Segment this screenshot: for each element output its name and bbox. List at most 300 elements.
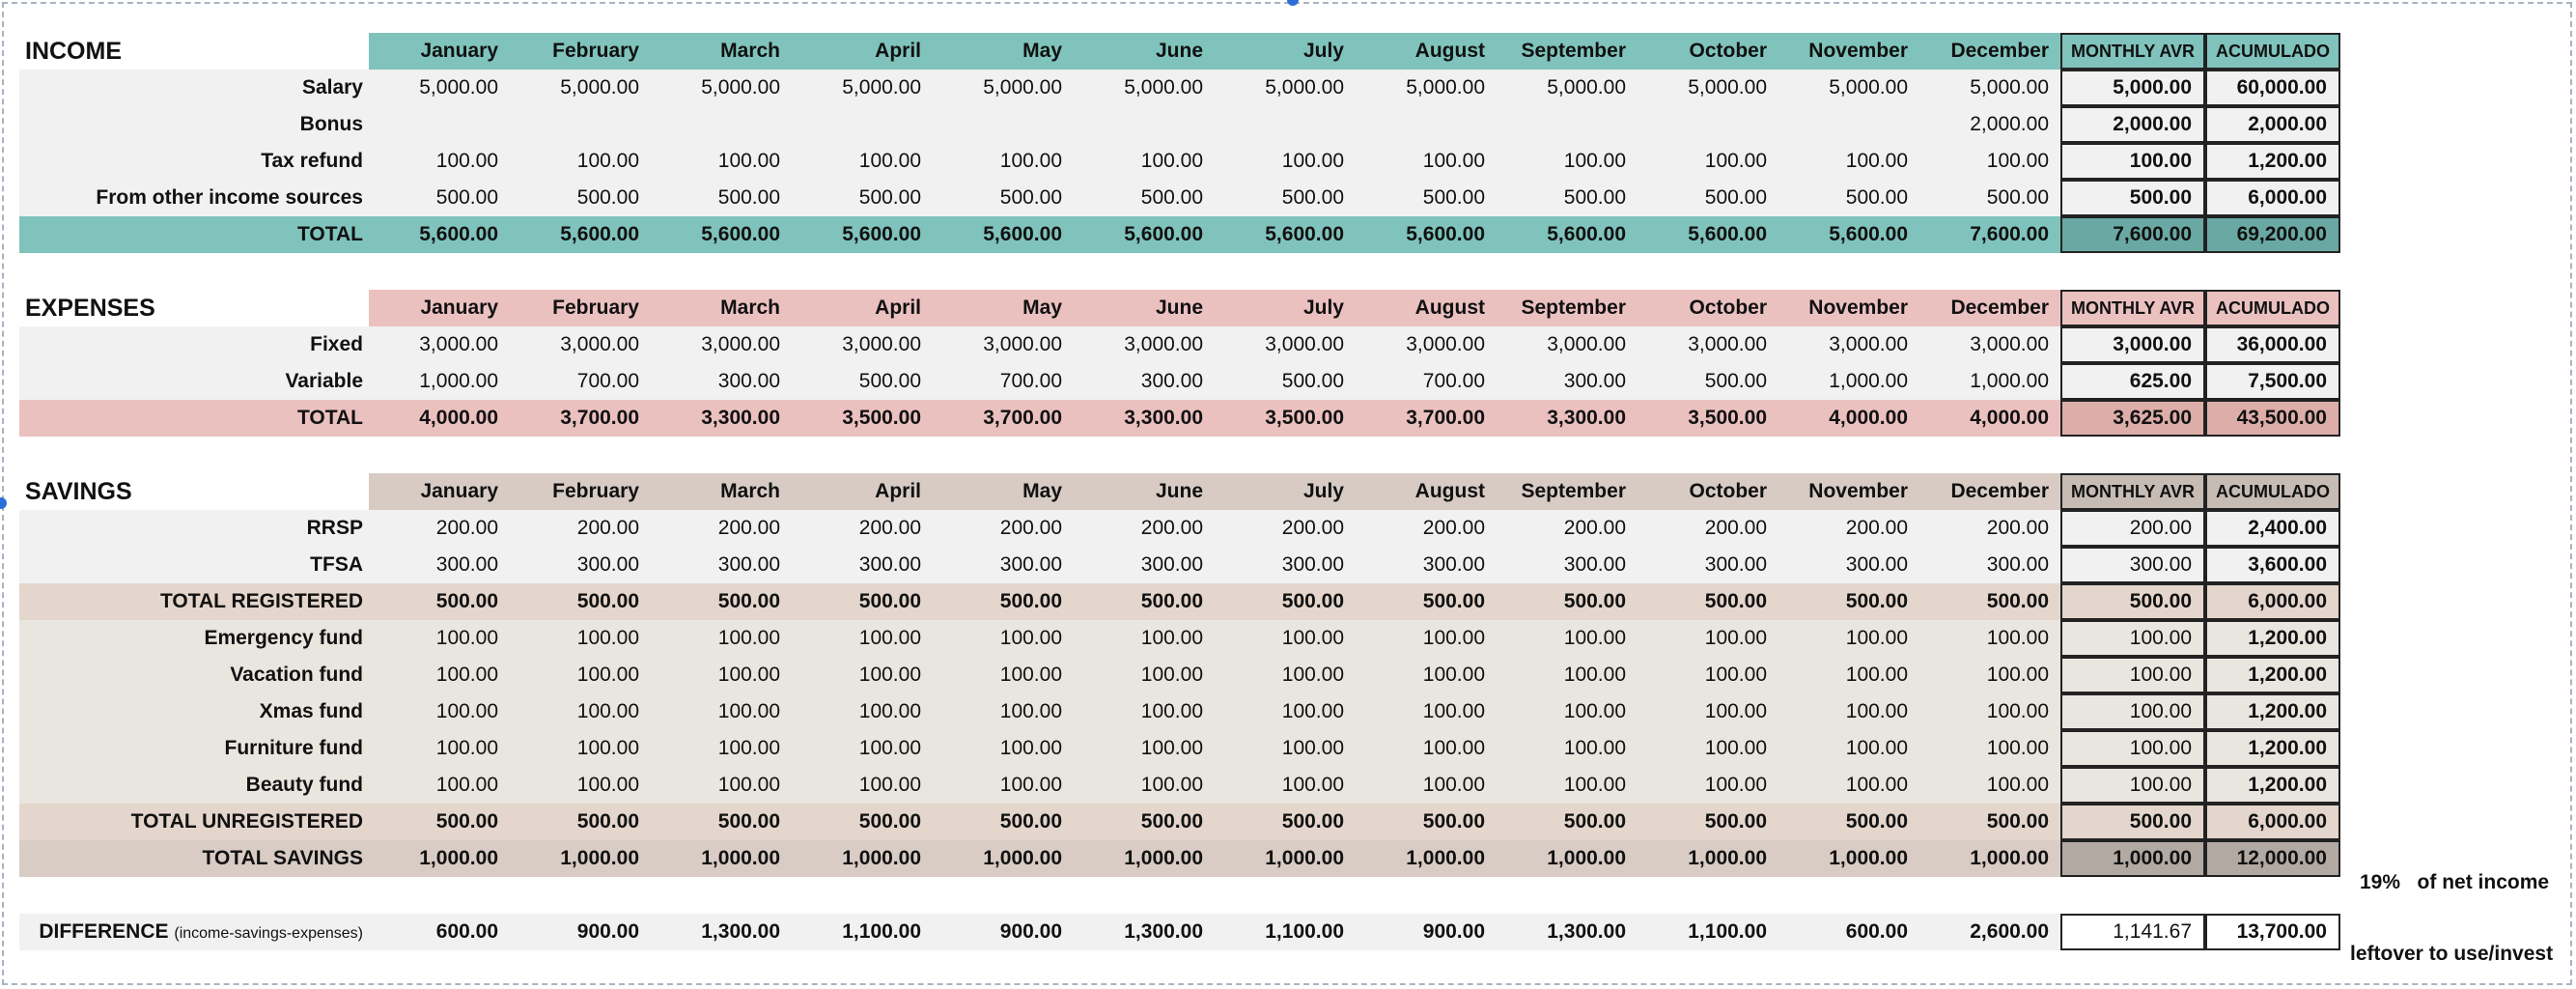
month-value-cell[interactable]: 100.00 bbox=[792, 143, 933, 180]
month-value-cell[interactable]: 100.00 bbox=[933, 657, 1074, 693]
month-value-cell[interactable]: 700.00 bbox=[1356, 363, 1497, 400]
month-value-cell[interactable]: 500.00 bbox=[1215, 363, 1356, 400]
row-label: RRSP bbox=[19, 510, 369, 547]
month-value-cell[interactable]: 500.00 bbox=[651, 804, 792, 840]
row-label: TOTAL bbox=[19, 400, 369, 437]
monthly-avg-cell[interactable]: 1,000.00 bbox=[2060, 840, 2205, 877]
monthly-avg-cell[interactable]: 1,141.67 bbox=[2060, 914, 2205, 950]
month-value-cell[interactable]: 5,000.00 bbox=[1919, 70, 2060, 106]
month-value-cell[interactable]: 500.00 bbox=[1074, 180, 1215, 216]
accumulated-cell[interactable]: 1,200.00 bbox=[2205, 657, 2340, 693]
month-value-cell[interactable]: 100.00 bbox=[369, 657, 510, 693]
accumulated-cell[interactable]: 6,000.00 bbox=[2205, 180, 2340, 216]
accumulated-cell[interactable]: 2,400.00 bbox=[2205, 510, 2340, 547]
month-value-cell[interactable]: 100.00 bbox=[1215, 143, 1356, 180]
month-value-cell[interactable]: 1,000.00 bbox=[1497, 840, 1638, 877]
month-value-cell[interactable]: 3,000.00 bbox=[1778, 326, 1919, 363]
month-header: July bbox=[1215, 290, 1356, 326]
month-value-cell[interactable]: 1,000.00 bbox=[651, 840, 792, 877]
month-value-cell[interactable]: 5,000.00 bbox=[1497, 70, 1638, 106]
month-value-cell[interactable]: 3,000.00 bbox=[1638, 326, 1778, 363]
month-value-cell[interactable]: 2,000.00 bbox=[1919, 106, 2060, 143]
month-value-cell[interactable]: 3,000.00 bbox=[369, 326, 510, 363]
month-value-cell[interactable]: 100.00 bbox=[1638, 657, 1778, 693]
month-value-cell[interactable]: 100.00 bbox=[1638, 767, 1778, 804]
month-value-cell[interactable]: 1,100.00 bbox=[792, 914, 933, 950]
month-value-cell[interactable]: 900.00 bbox=[933, 914, 1074, 950]
month-header: March bbox=[651, 33, 792, 70]
month-value-cell[interactable] bbox=[1778, 106, 1919, 143]
month-value-cell[interactable]: 100.00 bbox=[1919, 730, 2060, 767]
month-value-cell[interactable]: 500.00 bbox=[510, 804, 651, 840]
month-value-cell[interactable]: 100.00 bbox=[1497, 730, 1638, 767]
month-value-cell[interactable]: 1,000.00 bbox=[933, 840, 1074, 877]
month-value-cell[interactable]: 300.00 bbox=[369, 547, 510, 583]
month-value-cell[interactable] bbox=[933, 106, 1074, 143]
month-value-cell[interactable]: 5,000.00 bbox=[1638, 70, 1778, 106]
month-value-cell[interactable]: 100.00 bbox=[651, 767, 792, 804]
month-value-cell[interactable]: 1,300.00 bbox=[1497, 914, 1638, 950]
accumulated-cell[interactable]: 12,000.00 bbox=[2205, 840, 2340, 877]
month-value-cell[interactable]: 200.00 bbox=[1215, 510, 1356, 547]
month-value-cell[interactable]: 100.00 bbox=[651, 657, 792, 693]
month-value-cell[interactable]: 1,000.00 bbox=[369, 363, 510, 400]
accumulated-cell[interactable]: 6,000.00 bbox=[2205, 804, 2340, 840]
month-value-cell[interactable]: 300.00 bbox=[1074, 547, 1215, 583]
month-value-cell[interactable]: 300.00 bbox=[651, 363, 792, 400]
month-value-cell[interactable]: 500.00 bbox=[1497, 804, 1638, 840]
row-label: TOTAL REGISTERED bbox=[19, 583, 369, 620]
month-value-cell[interactable]: 500.00 bbox=[369, 583, 510, 620]
month-header: September bbox=[1497, 33, 1638, 70]
month-value-cell[interactable]: 500.00 bbox=[1074, 583, 1215, 620]
month-value-cell[interactable]: 100.00 bbox=[1638, 620, 1778, 657]
month-value-cell[interactable]: 100.00 bbox=[510, 620, 651, 657]
month-value-cell[interactable]: 3,700.00 bbox=[510, 400, 651, 437]
month-value-cell[interactable]: 100.00 bbox=[792, 693, 933, 730]
month-value-cell[interactable] bbox=[651, 106, 792, 143]
month-value-cell[interactable]: 100.00 bbox=[1074, 767, 1215, 804]
month-value-cell[interactable]: 200.00 bbox=[510, 510, 651, 547]
month-value-cell[interactable]: 100.00 bbox=[1215, 693, 1356, 730]
month-value-cell[interactable]: 1,000.00 bbox=[510, 840, 651, 877]
month-value-cell[interactable]: 100.00 bbox=[1215, 730, 1356, 767]
month-value-cell[interactable]: 100.00 bbox=[369, 730, 510, 767]
month-value-cell[interactable]: 500.00 bbox=[1497, 583, 1638, 620]
accumulated-cell[interactable]: 1,200.00 bbox=[2205, 693, 2340, 730]
month-value-cell[interactable] bbox=[1074, 106, 1215, 143]
month-value-cell[interactable]: 3,000.00 bbox=[1215, 326, 1356, 363]
month-header: July bbox=[1215, 473, 1356, 510]
month-value-cell[interactable]: 500.00 bbox=[1215, 180, 1356, 216]
month-value-cell[interactable]: 100.00 bbox=[1356, 693, 1497, 730]
month-value-cell[interactable]: 100.00 bbox=[1919, 657, 2060, 693]
month-value-cell[interactable]: 3,000.00 bbox=[1497, 326, 1638, 363]
month-value-cell[interactable]: 200.00 bbox=[1638, 510, 1778, 547]
accumulated-cell[interactable]: 7,500.00 bbox=[2205, 363, 2340, 400]
month-value-cell[interactable]: 100.00 bbox=[651, 143, 792, 180]
month-value-cell[interactable]: 100.00 bbox=[933, 730, 1074, 767]
monthly-avg-cell[interactable]: 200.00 bbox=[2060, 510, 2205, 547]
month-value-cell[interactable]: 1,000.00 bbox=[792, 840, 933, 877]
month-value-cell[interactable]: 500.00 bbox=[1638, 804, 1778, 840]
monthly-avg-cell[interactable]: 100.00 bbox=[2060, 657, 2205, 693]
month-value-cell[interactable]: 1,000.00 bbox=[1074, 840, 1215, 877]
month-value-cell[interactable]: 100.00 bbox=[792, 730, 933, 767]
month-value-cell[interactable]: 100.00 bbox=[369, 693, 510, 730]
month-value-cell[interactable]: 100.00 bbox=[369, 143, 510, 180]
month-value-cell[interactable]: 100.00 bbox=[1074, 730, 1215, 767]
month-value-cell[interactable]: 1,000.00 bbox=[1919, 363, 2060, 400]
month-value-cell[interactable]: 500.00 bbox=[1356, 804, 1497, 840]
month-value-cell[interactable]: 100.00 bbox=[1919, 767, 2060, 804]
row-label bbox=[19, 914, 369, 950]
savings-row bbox=[19, 547, 2340, 583]
monthly-avg-cell[interactable]: 100.00 bbox=[2060, 620, 2205, 657]
savings-row bbox=[19, 657, 2340, 693]
month-value-cell[interactable]: 5,600.00 bbox=[510, 216, 651, 253]
month-value-cell[interactable]: 100.00 bbox=[1778, 767, 1919, 804]
month-value-cell[interactable]: 200.00 bbox=[1919, 510, 2060, 547]
month-value-cell[interactable]: 100.00 bbox=[933, 143, 1074, 180]
month-value-cell[interactable]: 3,000.00 bbox=[933, 326, 1074, 363]
month-value-cell[interactable]: 500.00 bbox=[369, 180, 510, 216]
month-value-cell[interactable]: 5,600.00 bbox=[1778, 216, 1919, 253]
month-value-cell[interactable]: 5,000.00 bbox=[1356, 70, 1497, 106]
accumulated-cell[interactable]: 1,200.00 bbox=[2205, 767, 2340, 804]
month-value-cell[interactable]: 3,300.00 bbox=[651, 400, 792, 437]
month-value-cell[interactable] bbox=[1215, 106, 1356, 143]
month-value-cell[interactable]: 100.00 bbox=[1919, 693, 2060, 730]
month-value-cell[interactable]: 100.00 bbox=[1356, 767, 1497, 804]
month-value-cell[interactable]: 500.00 bbox=[1778, 804, 1919, 840]
accumulated-cell[interactable]: 2,000.00 bbox=[2205, 106, 2340, 143]
month-header: January bbox=[369, 33, 510, 70]
month-value-cell[interactable]: 3,300.00 bbox=[1074, 400, 1215, 437]
month-value-cell[interactable]: 1,000.00 bbox=[1778, 840, 1919, 877]
month-value-cell[interactable]: 100.00 bbox=[1074, 657, 1215, 693]
month-value-cell[interactable]: 500.00 bbox=[651, 583, 792, 620]
month-value-cell[interactable]: 4,000.00 bbox=[1919, 400, 2060, 437]
month-value-cell[interactable]: 100.00 bbox=[1497, 693, 1638, 730]
month-value-cell[interactable]: 3,700.00 bbox=[1356, 400, 1497, 437]
month-value-cell[interactable]: 1,000.00 bbox=[1919, 840, 2060, 877]
monthly-avg-cell[interactable]: 625.00 bbox=[2060, 363, 2205, 400]
month-value-cell[interactable]: 5,600.00 bbox=[1638, 216, 1778, 253]
month-value-cell[interactable]: 500.00 bbox=[792, 804, 933, 840]
month-value-cell[interactable]: 100.00 bbox=[369, 620, 510, 657]
month-value-cell[interactable]: 100.00 bbox=[369, 767, 510, 804]
month-value-cell[interactable]: 100.00 bbox=[1778, 657, 1919, 693]
monthly-avg-cell[interactable]: 7,600.00 bbox=[2060, 216, 2205, 253]
month-value-cell[interactable]: 5,000.00 bbox=[369, 70, 510, 106]
month-value-cell[interactable]: 500.00 bbox=[1215, 804, 1356, 840]
month-value-cell[interactable]: 500.00 bbox=[369, 804, 510, 840]
month-value-cell[interactable]: 500.00 bbox=[933, 804, 1074, 840]
month-value-cell[interactable]: 300.00 bbox=[1215, 547, 1356, 583]
month-value-cell[interactable]: 700.00 bbox=[510, 363, 651, 400]
month-value-cell[interactable]: 1,000.00 bbox=[1215, 840, 1356, 877]
month-value-cell[interactable]: 300.00 bbox=[1778, 547, 1919, 583]
month-value-cell[interactable]: 100.00 bbox=[933, 693, 1074, 730]
month-value-cell[interactable]: 500.00 bbox=[1356, 180, 1497, 216]
month-value-cell[interactable]: 500.00 bbox=[792, 363, 933, 400]
month-value-cell[interactable]: 100.00 bbox=[933, 620, 1074, 657]
month-value-cell[interactable]: 5,000.00 bbox=[510, 70, 651, 106]
month-value-cell[interactable]: 200.00 bbox=[1497, 510, 1638, 547]
month-value-cell[interactable]: 200.00 bbox=[1356, 510, 1497, 547]
savings-row bbox=[19, 693, 2340, 730]
month-value-cell[interactable]: 100.00 bbox=[933, 767, 1074, 804]
monthly-avg-cell[interactable]: 500.00 bbox=[2060, 180, 2205, 216]
month-value-cell[interactable]: 100.00 bbox=[651, 730, 792, 767]
month-value-cell[interactable]: 100.00 bbox=[1497, 620, 1638, 657]
month-value-cell[interactable]: 1,300.00 bbox=[1074, 914, 1215, 950]
month-value-cell[interactable]: 100.00 bbox=[1356, 620, 1497, 657]
month-value-cell[interactable]: 5,600.00 bbox=[1074, 216, 1215, 253]
accumulated-cell[interactable]: 1,200.00 bbox=[2205, 730, 2340, 767]
month-header: September bbox=[1497, 290, 1638, 326]
monthly-avg-cell[interactable]: 2,000.00 bbox=[2060, 106, 2205, 143]
month-value-cell[interactable]: 100.00 bbox=[1356, 657, 1497, 693]
month-value-cell[interactable]: 200.00 bbox=[651, 510, 792, 547]
month-value-cell[interactable]: 300.00 bbox=[1497, 547, 1638, 583]
month-value-cell[interactable]: 300.00 bbox=[1497, 363, 1638, 400]
month-value-cell[interactable]: 100.00 bbox=[792, 620, 933, 657]
month-value-cell[interactable]: 100.00 bbox=[1074, 620, 1215, 657]
month-value-cell[interactable]: 5,000.00 bbox=[792, 70, 933, 106]
month-value-cell[interactable]: 100.00 bbox=[1074, 693, 1215, 730]
month-value-cell[interactable]: 2,600.00 bbox=[1919, 914, 2060, 950]
month-value-cell[interactable]: 100.00 bbox=[1778, 730, 1919, 767]
month-value-cell[interactable]: 5,000.00 bbox=[1074, 70, 1215, 106]
monthly-avg-cell[interactable]: 3,000.00 bbox=[2060, 326, 2205, 363]
month-value-cell[interactable]: 3,000.00 bbox=[1074, 326, 1215, 363]
month-value-cell[interactable]: 300.00 bbox=[651, 547, 792, 583]
monthly-avg-cell[interactable]: 500.00 bbox=[2060, 583, 2205, 620]
accumulated-cell[interactable]: 1,200.00 bbox=[2205, 143, 2340, 180]
month-value-cell[interactable]: 500.00 bbox=[510, 180, 651, 216]
month-value-cell[interactable]: 500.00 bbox=[792, 180, 933, 216]
month-value-cell[interactable]: 200.00 bbox=[1074, 510, 1215, 547]
month-value-cell[interactable]: 500.00 bbox=[1356, 583, 1497, 620]
income-section-title: INCOME bbox=[19, 33, 369, 70]
month-value-cell[interactable]: 500.00 bbox=[1919, 804, 2060, 840]
month-value-cell[interactable]: 5,000.00 bbox=[933, 70, 1074, 106]
month-value-cell[interactable]: 3,000.00 bbox=[792, 326, 933, 363]
month-value-cell[interactable]: 100.00 bbox=[1356, 143, 1497, 180]
month-header: November bbox=[1778, 33, 1919, 70]
month-value-cell[interactable]: 7,600.00 bbox=[1919, 216, 2060, 253]
monthly-avg-cell[interactable]: 100.00 bbox=[2060, 767, 2205, 804]
month-value-cell[interactable]: 900.00 bbox=[510, 914, 651, 950]
month-value-cell[interactable]: 500.00 bbox=[1638, 180, 1778, 216]
month-value-cell[interactable]: 300.00 bbox=[1919, 547, 2060, 583]
month-value-cell[interactable]: 1,000.00 bbox=[1356, 840, 1497, 877]
month-header: November bbox=[1778, 290, 1919, 326]
month-value-cell[interactable]: 100.00 bbox=[1356, 730, 1497, 767]
month-value-cell[interactable]: 300.00 bbox=[510, 547, 651, 583]
month-value-cell[interactable]: 100.00 bbox=[1497, 143, 1638, 180]
month-value-cell[interactable]: 500.00 bbox=[933, 180, 1074, 216]
month-value-cell[interactable]: 1,300.00 bbox=[651, 914, 792, 950]
month-value-cell[interactable]: 3,000.00 bbox=[510, 326, 651, 363]
month-value-cell[interactable]: 100.00 bbox=[1778, 143, 1919, 180]
accumulated-cell[interactable]: 1,200.00 bbox=[2205, 620, 2340, 657]
monthly-avg-cell[interactable]: 5,000.00 bbox=[2060, 70, 2205, 106]
month-value-cell[interactable] bbox=[1497, 106, 1638, 143]
month-header: April bbox=[792, 473, 933, 510]
month-header: March bbox=[651, 290, 792, 326]
month-value-cell[interactable]: 1,100.00 bbox=[1215, 914, 1356, 950]
month-value-cell[interactable]: 100.00 bbox=[510, 657, 651, 693]
month-value-cell[interactable]: 500.00 bbox=[1497, 180, 1638, 216]
month-value-cell[interactable]: 300.00 bbox=[792, 547, 933, 583]
month-value-cell[interactable]: 500.00 bbox=[933, 583, 1074, 620]
month-value-cell[interactable]: 500.00 bbox=[1638, 363, 1778, 400]
month-value-cell[interactable] bbox=[792, 106, 933, 143]
month-value-cell[interactable]: 100.00 bbox=[1919, 143, 2060, 180]
month-value-cell[interactable]: 200.00 bbox=[933, 510, 1074, 547]
accumulated-header: ACUMULADO bbox=[2205, 290, 2340, 326]
month-value-cell[interactable]: 5,600.00 bbox=[792, 216, 933, 253]
month-value-cell[interactable]: 100.00 bbox=[1638, 143, 1778, 180]
month-value-cell[interactable]: 1,000.00 bbox=[369, 840, 510, 877]
income-header-row bbox=[19, 33, 2340, 70]
month-value-cell[interactable]: 500.00 bbox=[1778, 180, 1919, 216]
month-value-cell[interactable]: 3,300.00 bbox=[1497, 400, 1638, 437]
month-value-cell[interactable]: 100.00 bbox=[510, 143, 651, 180]
month-value-cell[interactable]: 300.00 bbox=[1074, 363, 1215, 400]
month-value-cell[interactable] bbox=[1356, 106, 1497, 143]
month-value-cell[interactable]: 100.00 bbox=[1497, 657, 1638, 693]
accumulated-header: ACUMULADO bbox=[2205, 473, 2340, 510]
savings-percentage: 19% of net income bbox=[2360, 871, 2550, 893]
month-value-cell[interactable]: 500.00 bbox=[1919, 180, 2060, 216]
month-value-cell[interactable]: 100.00 bbox=[1074, 143, 1215, 180]
month-header: October bbox=[1638, 33, 1778, 70]
month-value-cell[interactable]: 500.00 bbox=[792, 583, 933, 620]
accumulated-cell[interactable]: 43,500.00 bbox=[2205, 400, 2340, 437]
month-value-cell[interactable]: 5,600.00 bbox=[933, 216, 1074, 253]
month-value-cell[interactable]: 3,700.00 bbox=[933, 400, 1074, 437]
month-value-cell[interactable]: 200.00 bbox=[1778, 510, 1919, 547]
month-value-cell[interactable]: 1,000.00 bbox=[1638, 840, 1778, 877]
row-label: TOTAL bbox=[19, 216, 369, 253]
monthly-avg-cell[interactable]: 100.00 bbox=[2060, 730, 2205, 767]
month-value-cell[interactable]: 500.00 bbox=[1778, 583, 1919, 620]
row-label: Vacation fund bbox=[19, 657, 369, 693]
month-value-cell[interactable]: 100.00 bbox=[1919, 620, 2060, 657]
month-value-cell[interactable]: 100.00 bbox=[510, 730, 651, 767]
month-header: January bbox=[369, 473, 510, 510]
month-header: October bbox=[1638, 473, 1778, 510]
month-value-cell[interactable]: 100.00 bbox=[1215, 657, 1356, 693]
total-unregistered-row bbox=[19, 804, 2340, 840]
monthly-avg-cell[interactable]: 300.00 bbox=[2060, 547, 2205, 583]
month-value-cell[interactable]: 100.00 bbox=[1638, 693, 1778, 730]
month-value-cell[interactable]: 500.00 bbox=[510, 583, 651, 620]
month-value-cell[interactable]: 200.00 bbox=[792, 510, 933, 547]
month-value-cell[interactable]: 100.00 bbox=[792, 657, 933, 693]
monthly-avg-header: MONTHLY AVR bbox=[2060, 290, 2205, 326]
accumulated-cell[interactable]: 60,000.00 bbox=[2205, 70, 2340, 106]
month-value-cell[interactable]: 500.00 bbox=[1074, 804, 1215, 840]
month-value-cell[interactable]: 3,500.00 bbox=[1638, 400, 1778, 437]
month-value-cell[interactable]: 600.00 bbox=[369, 914, 510, 950]
month-value-cell[interactable]: 1,100.00 bbox=[1638, 914, 1778, 950]
accumulated-cell[interactable]: 69,200.00 bbox=[2205, 216, 2340, 253]
month-value-cell[interactable]: 100.00 bbox=[792, 767, 933, 804]
month-value-cell[interactable]: 100.00 bbox=[510, 767, 651, 804]
month-value-cell[interactable]: 900.00 bbox=[1356, 914, 1497, 950]
month-value-cell[interactable]: 5,600.00 bbox=[1356, 216, 1497, 253]
month-value-cell[interactable]: 300.00 bbox=[1356, 547, 1497, 583]
month-value-cell[interactable]: 5,000.00 bbox=[651, 70, 792, 106]
month-value-cell[interactable]: 100.00 bbox=[1497, 767, 1638, 804]
row-label: Xmas fund bbox=[19, 693, 369, 730]
month-value-cell[interactable]: 600.00 bbox=[1778, 914, 1919, 950]
month-value-cell[interactable]: 500.00 bbox=[651, 180, 792, 216]
accumulated-cell[interactable]: 6,000.00 bbox=[2205, 583, 2340, 620]
monthly-avg-cell[interactable]: 100.00 bbox=[2060, 143, 2205, 180]
month-value-cell[interactable]: 5,600.00 bbox=[1215, 216, 1356, 253]
month-value-cell[interactable] bbox=[1638, 106, 1778, 143]
month-value-cell[interactable]: 5,000.00 bbox=[1778, 70, 1919, 106]
accumulated-cell[interactable]: 36,000.00 bbox=[2205, 326, 2340, 363]
month-value-cell[interactable]: 100.00 bbox=[1778, 620, 1919, 657]
month-value-cell[interactable]: 100.00 bbox=[651, 620, 792, 657]
month-value-cell[interactable]: 3,000.00 bbox=[651, 326, 792, 363]
month-value-cell[interactable]: 3,000.00 bbox=[1356, 326, 1497, 363]
month-value-cell[interactable]: 500.00 bbox=[1638, 583, 1778, 620]
leftover-note: leftover to use/invest bbox=[2350, 943, 2554, 965]
monthly-avg-cell[interactable]: 3,625.00 bbox=[2060, 400, 2205, 437]
month-value-cell[interactable]: 5,600.00 bbox=[1497, 216, 1638, 253]
accumulated-cell[interactable]: 3,600.00 bbox=[2205, 547, 2340, 583]
month-value-cell[interactable]: 1,000.00 bbox=[1778, 363, 1919, 400]
accumulated-cell[interactable]: 13,700.00 bbox=[2205, 914, 2340, 950]
month-value-cell[interactable]: 5,000.00 bbox=[1215, 70, 1356, 106]
monthly-avg-cell[interactable]: 100.00 bbox=[2060, 693, 2205, 730]
month-value-cell[interactable]: 100.00 bbox=[1638, 730, 1778, 767]
month-value-cell[interactable]: 5,600.00 bbox=[369, 216, 510, 253]
month-value-cell[interactable]: 100.00 bbox=[1778, 693, 1919, 730]
month-value-cell[interactable]: 3,500.00 bbox=[792, 400, 933, 437]
month-value-cell[interactable]: 300.00 bbox=[1638, 547, 1778, 583]
month-value-cell[interactable]: 4,000.00 bbox=[1778, 400, 1919, 437]
month-value-cell[interactable]: 300.00 bbox=[933, 547, 1074, 583]
monthly-avg-cell[interactable]: 500.00 bbox=[2060, 804, 2205, 840]
month-value-cell[interactable]: 100.00 bbox=[1215, 767, 1356, 804]
month-header: June bbox=[1074, 473, 1215, 510]
month-value-cell[interactable]: 3,500.00 bbox=[1215, 400, 1356, 437]
month-value-cell[interactable]: 100.00 bbox=[651, 693, 792, 730]
month-value-cell[interactable]: 700.00 bbox=[933, 363, 1074, 400]
month-value-cell[interactable]: 5,600.00 bbox=[651, 216, 792, 253]
month-value-cell[interactable] bbox=[510, 106, 651, 143]
month-value-cell[interactable]: 100.00 bbox=[510, 693, 651, 730]
month-value-cell[interactable]: 500.00 bbox=[1215, 583, 1356, 620]
month-value-cell[interactable]: 100.00 bbox=[1215, 620, 1356, 657]
month-header: May bbox=[933, 33, 1074, 70]
month-value-cell[interactable]: 500.00 bbox=[1919, 583, 2060, 620]
difference-label: DIFFERENCE bbox=[39, 920, 169, 943]
month-value-cell[interactable]: 200.00 bbox=[369, 510, 510, 547]
month-value-cell[interactable]: 3,000.00 bbox=[1919, 326, 2060, 363]
month-value-cell[interactable] bbox=[369, 106, 510, 143]
month-value-cell[interactable]: 4,000.00 bbox=[369, 400, 510, 437]
